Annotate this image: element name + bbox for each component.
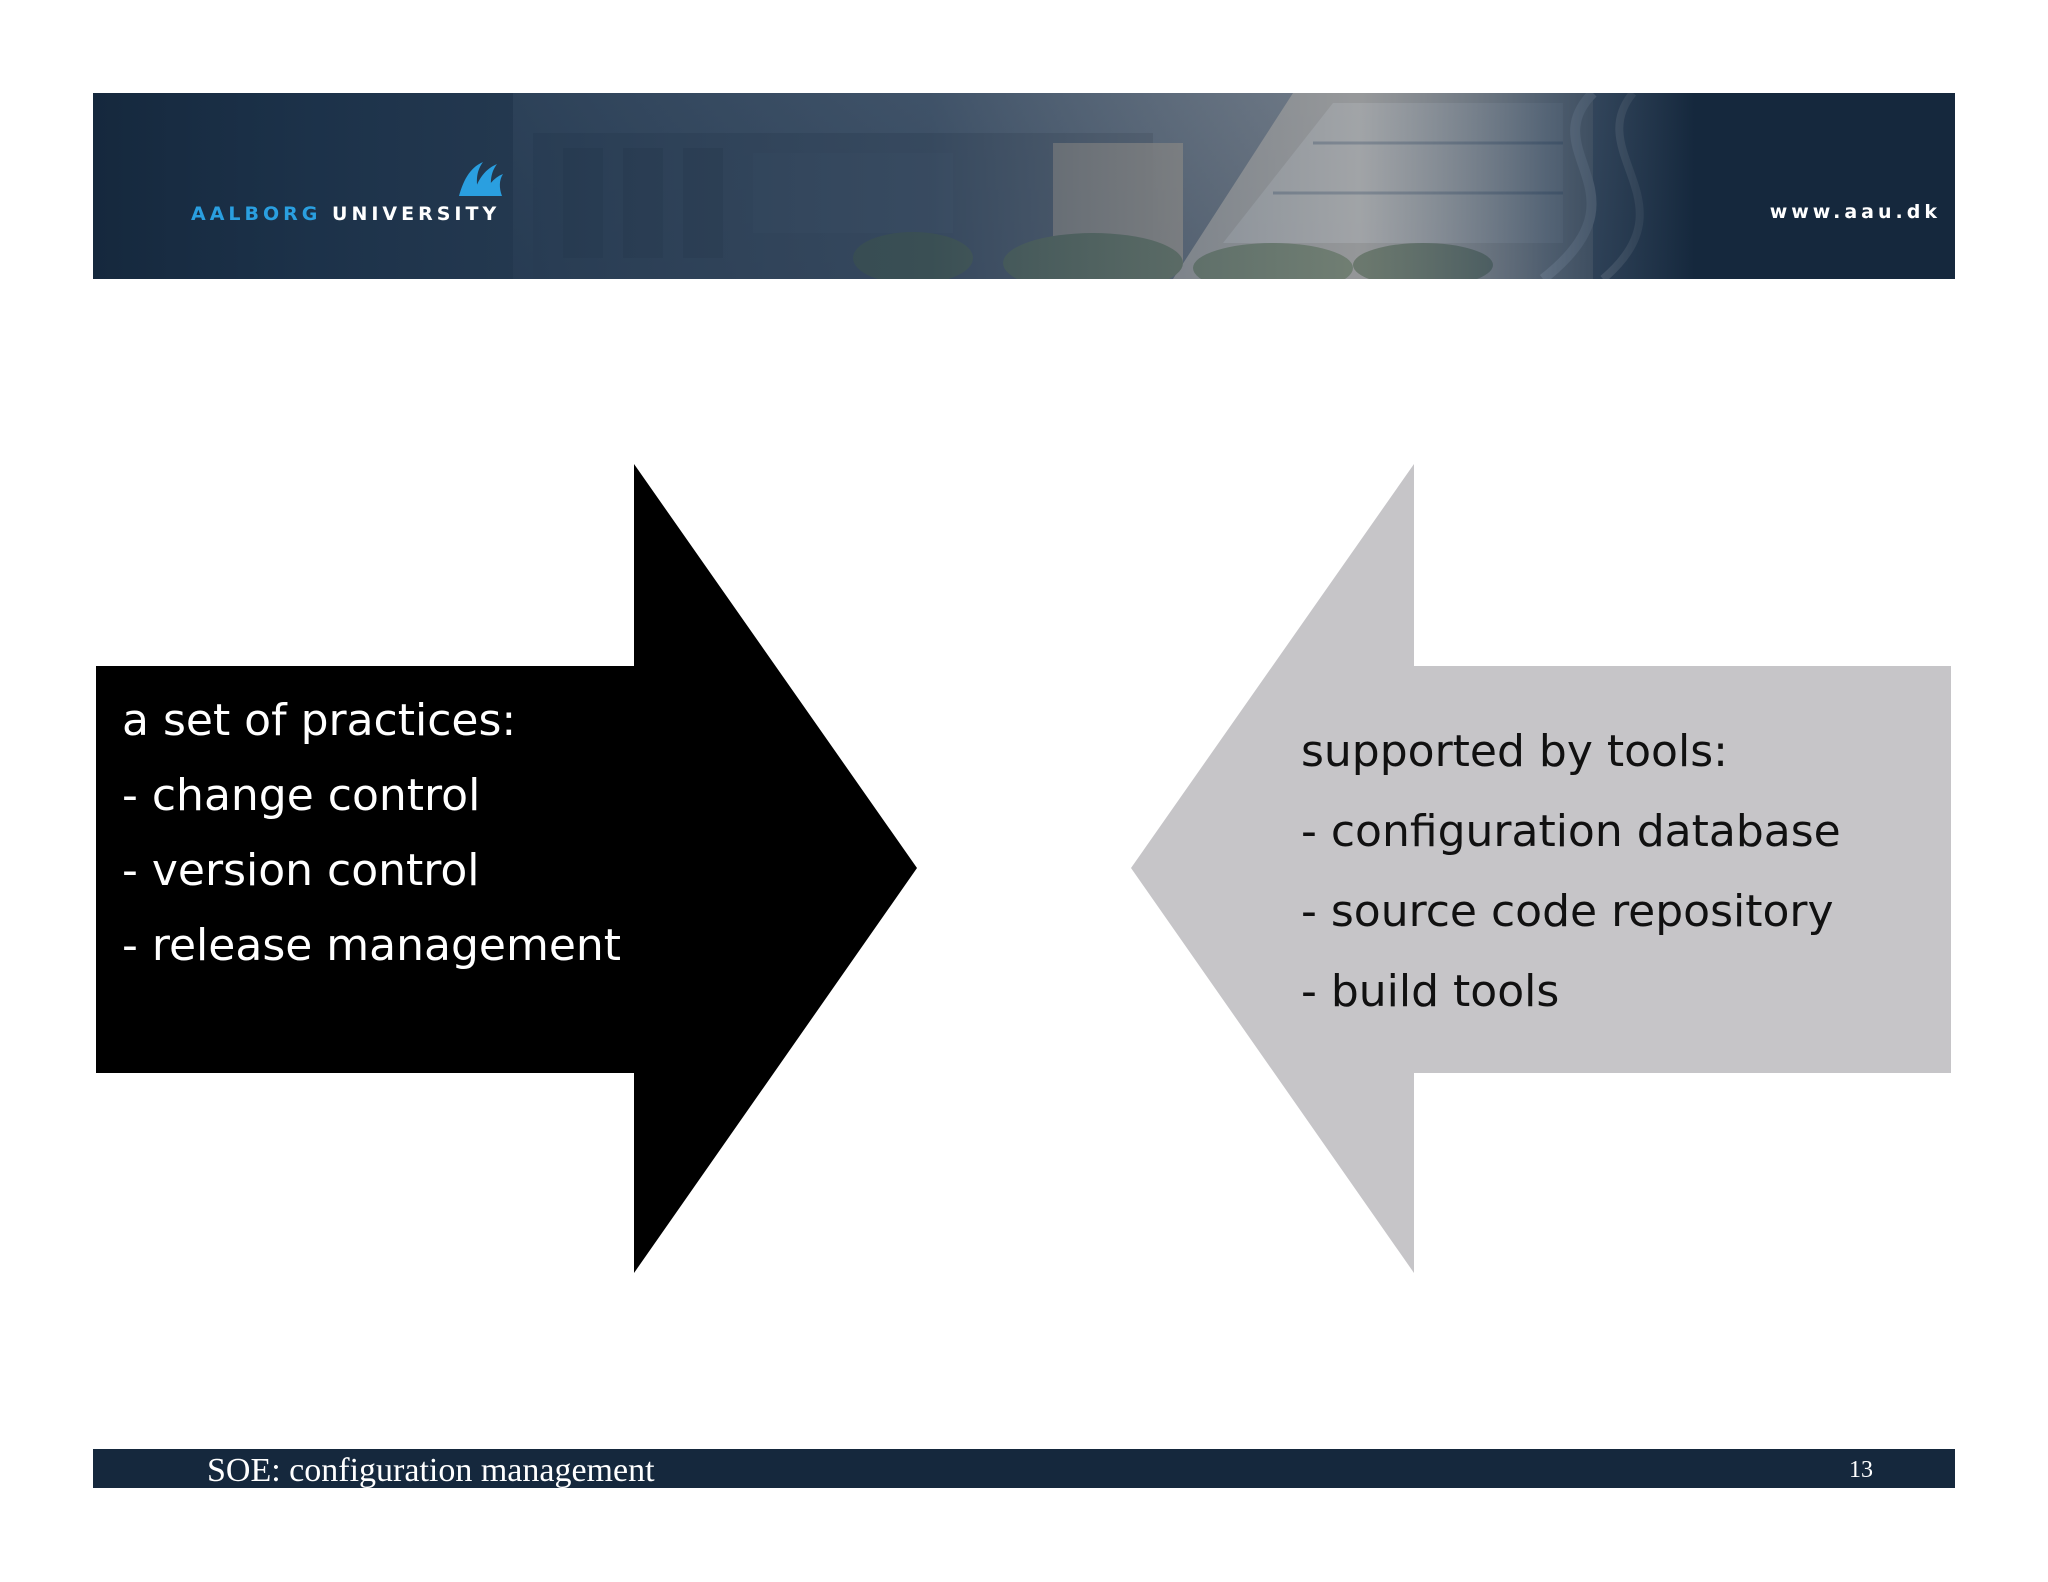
page-number: 13 [1849,1457,1873,1483]
footer-bar [93,1449,1955,1488]
practice-item: - change control [122,770,481,821]
footer-title: SOE: configuration management [207,1452,655,1488]
practices-heading: a set of practices: [122,695,517,746]
tool-item: - configuration database [1301,806,1841,857]
practices-list [122,683,621,983]
logo-word-aalborg: AALBORG [191,203,322,225]
practice-item: - version control [122,845,480,896]
tools-list [1301,712,1841,1032]
practice-item: - release management [122,920,622,971]
tool-item: - source code repository [1301,886,1834,937]
website-url: www.aau.dk [1769,201,1941,223]
tool-item: - build tools [1301,966,1560,1017]
tools-heading: supported by tools: [1301,726,1728,777]
logo-word-university: UNIVERSITY [332,203,501,225]
